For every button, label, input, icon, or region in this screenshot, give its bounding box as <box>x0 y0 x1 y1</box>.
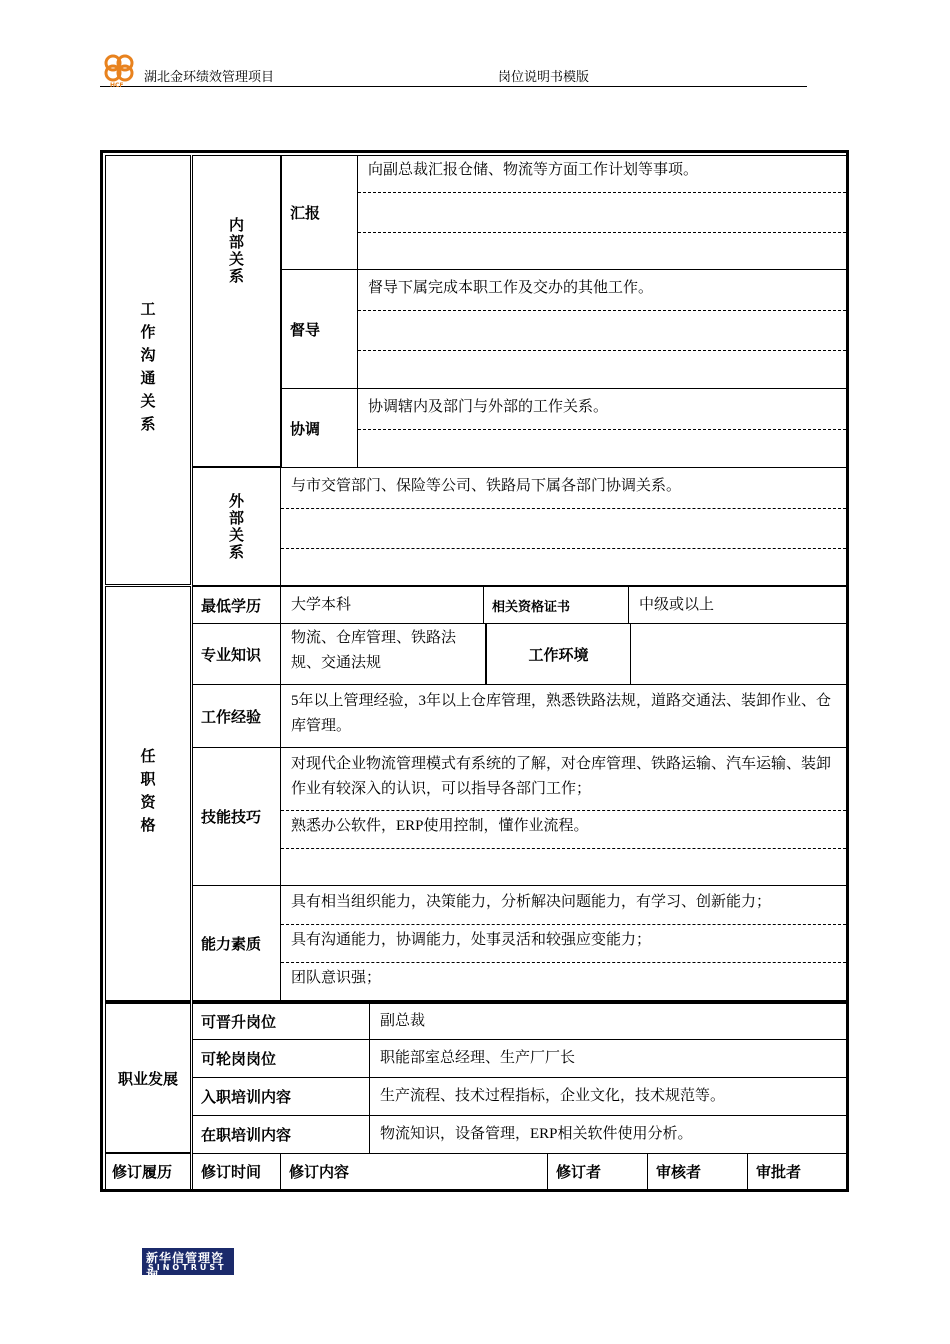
cert-label: 相关资格证书 <box>483 586 629 624</box>
qual-section-label: 任职资格 <box>105 586 191 1001</box>
env-value <box>630 623 847 685</box>
skill-item: 对现代企业物流管理模式有系统的了解，对仓库管理、铁路运输、汽车运输、装卸作业有较深入的认识，可以指导各部门工作； <box>291 756 832 797</box>
document-title: 岗位说明书模版 <box>498 69 590 84</box>
approver-header: 审批者 <box>747 1153 847 1190</box>
report-label: 汇报 <box>281 155 358 270</box>
knowledge-label: 专业知识 <box>192 623 281 685</box>
revision-content-header: 修订内容 <box>280 1153 548 1190</box>
exp-label: 工作经验 <box>192 684 281 748</box>
page-header <box>100 52 807 87</box>
onjob-value: 物流知识，设备管理，ERP相关软件使用分析。 <box>369 1115 847 1154</box>
logo-text: HCF <box>110 82 124 88</box>
external-content <box>280 467 847 586</box>
onjob-label: 在职培训内容 <box>192 1115 370 1154</box>
ability-item: 具有相当组织能力，决策能力，分析解决问题能力，有学习、创新能力； <box>291 894 772 910</box>
ability-item: 团队意识强； <box>291 970 382 986</box>
supervise-text: 督导下属完成本职工作及交办的其他工作。 <box>368 280 654 296</box>
exp-value: 5年以上管理经验，3年以上仓库管理，熟悉铁路法规，道路交通法、装卸作业、仓库管理。 <box>280 684 847 748</box>
comm-section-label: 工作沟通关系 <box>105 155 191 585</box>
brand-cn: 新华信管理咨询 <box>146 1251 225 1282</box>
supervise-label: 督导 <box>281 269 358 389</box>
job-description-table <box>100 150 849 1192</box>
supervise-content <box>357 269 847 389</box>
edu-label: 最低学历 <box>192 586 281 624</box>
career-section-label: 职业发展 <box>105 1001 191 1153</box>
cert-value: 中级或以上 <box>628 586 847 624</box>
ability-item: 具有沟通能力，协调能力，处事灵活和较强应变能力； <box>291 932 652 948</box>
rotate-value: 职能部室总经理、生产厂厂长 <box>369 1039 847 1078</box>
coord-label: 协调 <box>281 388 358 468</box>
external-text: 与市交管部门、保险等公司、铁路局下属各部门协调关系。 <box>291 478 682 494</box>
ability-content <box>280 885 847 1001</box>
external-relations-label: 外部关系 <box>192 467 281 586</box>
skill-label: 技能技巧 <box>192 747 281 886</box>
induct-value: 生产流程、技术过程指标，企业文化，技术规范等。 <box>369 1077 847 1116</box>
promo-label: 可晋升岗位 <box>192 1001 370 1040</box>
project-name: 湖北金环绩效管理项目 <box>144 69 275 84</box>
env-label: 工作环境 <box>485 623 631 685</box>
ability-label: 能力素质 <box>192 885 281 1001</box>
coord-text: 协调辖内及部门与外部的工作关系。 <box>368 399 609 415</box>
revision-time-header: 修订时间 <box>192 1153 281 1190</box>
report-content <box>357 155 847 270</box>
reviewer-header: 审核者 <box>647 1153 748 1190</box>
internal-relations-label: 内部关系 <box>192 155 281 467</box>
knowledge-value: 物流、仓库管理、铁路法规、交通法规 <box>280 623 486 685</box>
edu-value: 大学本科 <box>280 586 484 624</box>
induct-label: 入职培训内容 <box>192 1077 370 1116</box>
hcf-logo-icon <box>100 52 138 88</box>
promo-value: 副总裁 <box>369 1001 847 1040</box>
sinotrust-logo <box>142 1248 234 1282</box>
brand-en: SINOTRUST <box>148 1263 227 1272</box>
skill-item: 熟悉办公软件，ERP使用控制，懂作业流程。 <box>291 818 589 834</box>
coord-content <box>357 388 847 468</box>
report-text: 向副总裁汇报仓储、物流等方面工作计划等事项。 <box>368 162 699 178</box>
revision-label: 修订履历 <box>105 1153 191 1190</box>
rotate-label: 可轮岗岗位 <box>192 1039 370 1078</box>
skill-content <box>280 747 847 886</box>
reviser-header: 修订者 <box>547 1153 648 1190</box>
